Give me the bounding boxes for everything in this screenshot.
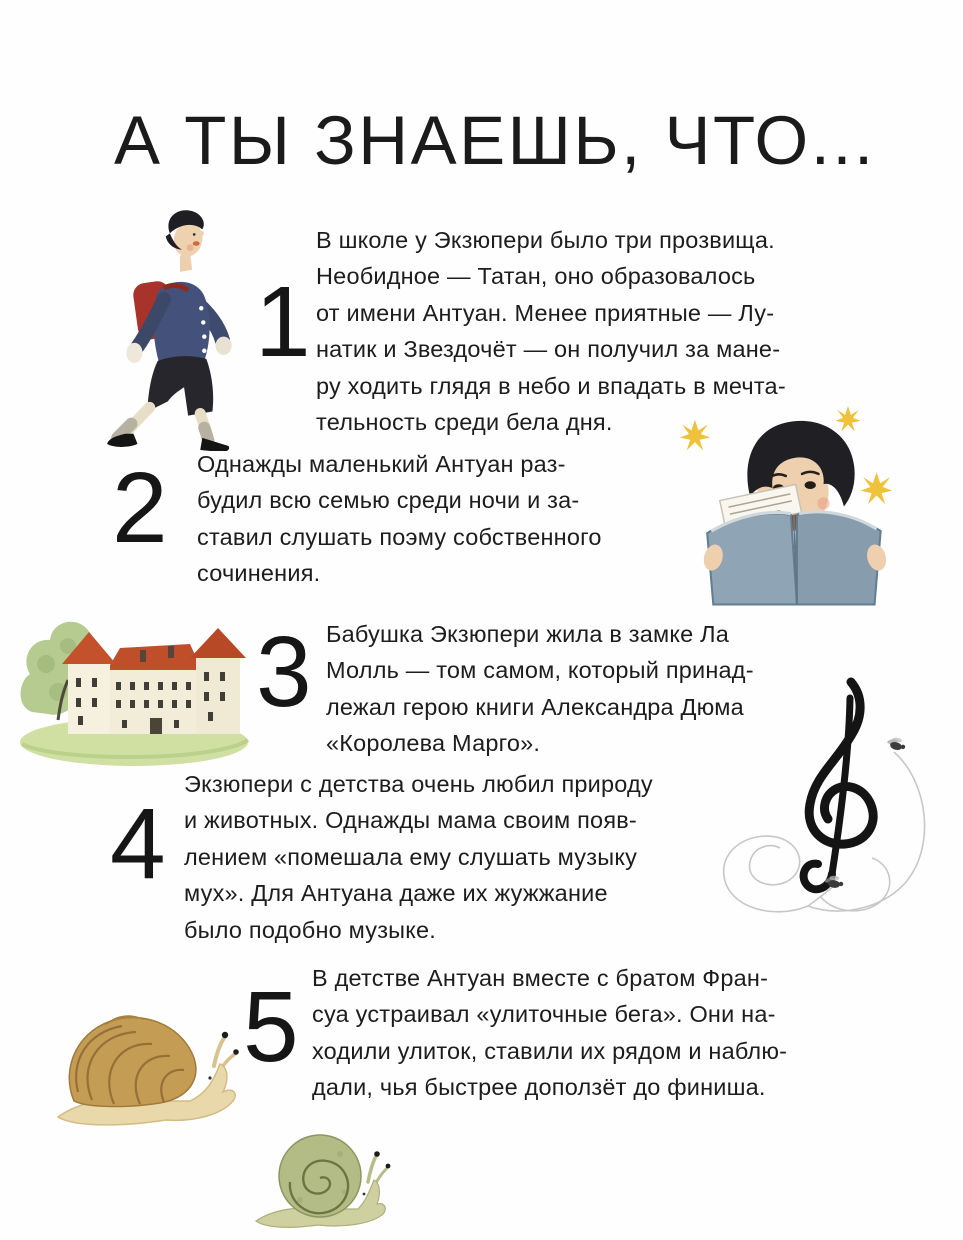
fact-line: сочинения. (197, 560, 321, 587)
page-title: А ТЫ ЗНАЕШЬ, ЧТО... (114, 102, 876, 179)
brown-snail (58, 1015, 239, 1125)
fact-number-2: 2 (112, 452, 168, 564)
fact-line: суа устраивал «улиточные бега». Они на- (312, 1001, 776, 1028)
fact-text-3 (326, 616, 754, 762)
fly-icon (885, 735, 907, 752)
green-snail (256, 1135, 390, 1227)
treble-clef (804, 682, 874, 889)
fact-line: ставил слушать поэму собственного (197, 523, 602, 550)
fact-line: Однажды маленький Антуан раз- (197, 451, 566, 477)
castle-illustration (12, 594, 260, 772)
fact-line: дали, чья быстрее доползёт до финиша. (312, 1074, 766, 1101)
brown-snail-illustration (48, 1004, 246, 1136)
fact-line: Необидное — Татан, оно образовалось (316, 263, 756, 290)
fact-line: было подобно музыке. (184, 916, 437, 943)
fact-line: Молль — том самом, который принад- (326, 657, 754, 684)
walking-boy-illustration (103, 203, 255, 451)
fact-line: В детстве Антуан вместе с братом Фран- (312, 965, 769, 991)
fact-text-5 (312, 960, 787, 1106)
fact-line: ру ходить глядя в небо и впадать в мечта- (316, 372, 786, 399)
fact-line: будил всю семью среди ночи и за- (197, 487, 580, 514)
fact-number-1: 1 (255, 266, 311, 378)
fact-number-3: 3 (256, 616, 312, 728)
fact-text-2 (197, 446, 602, 592)
fact-line: В школе у Экзюпери было три прозвища. (316, 227, 775, 253)
fact-line: Бабушка Экзюпери жила в замке Ла (326, 621, 729, 647)
star-icon (861, 472, 893, 504)
star-icon (680, 420, 711, 451)
fact-number-4: 4 (110, 788, 166, 900)
fact-number-5: 5 (243, 971, 299, 1083)
fact-line: ходили улиток, ставили их рядом и наблю- (312, 1037, 788, 1064)
fact-line: лежал герою книги Александра Дюма (326, 693, 744, 720)
fact-line: тельность среди бела дня. (316, 409, 613, 436)
fact-line: лением «помешала ему слушать музыку (184, 843, 638, 870)
walking-boy (107, 210, 232, 451)
fact-line: от имени Антуан. Менее приятные — Лу- (316, 299, 775, 326)
castle-door (150, 718, 162, 734)
fact-line: «Королева Марго». (326, 730, 541, 757)
fact-text-4 (184, 766, 653, 948)
castle (20, 622, 248, 766)
fact-line: и животных. Однажды мама своим появ- (184, 807, 637, 834)
star-icon (835, 406, 860, 431)
treble-clef-illustration (700, 670, 956, 952)
fact-line: натик и Звездочёт — он получил за мане- (316, 336, 781, 363)
reading-boy (701, 421, 889, 605)
green-snail-illustration (248, 1124, 406, 1232)
fact-line: мух». Для Антуана даже их жужжание (184, 880, 608, 907)
reading-boy-illustration (648, 402, 898, 607)
fact-line: Экзюпери с детства очень любил природу (184, 771, 653, 797)
